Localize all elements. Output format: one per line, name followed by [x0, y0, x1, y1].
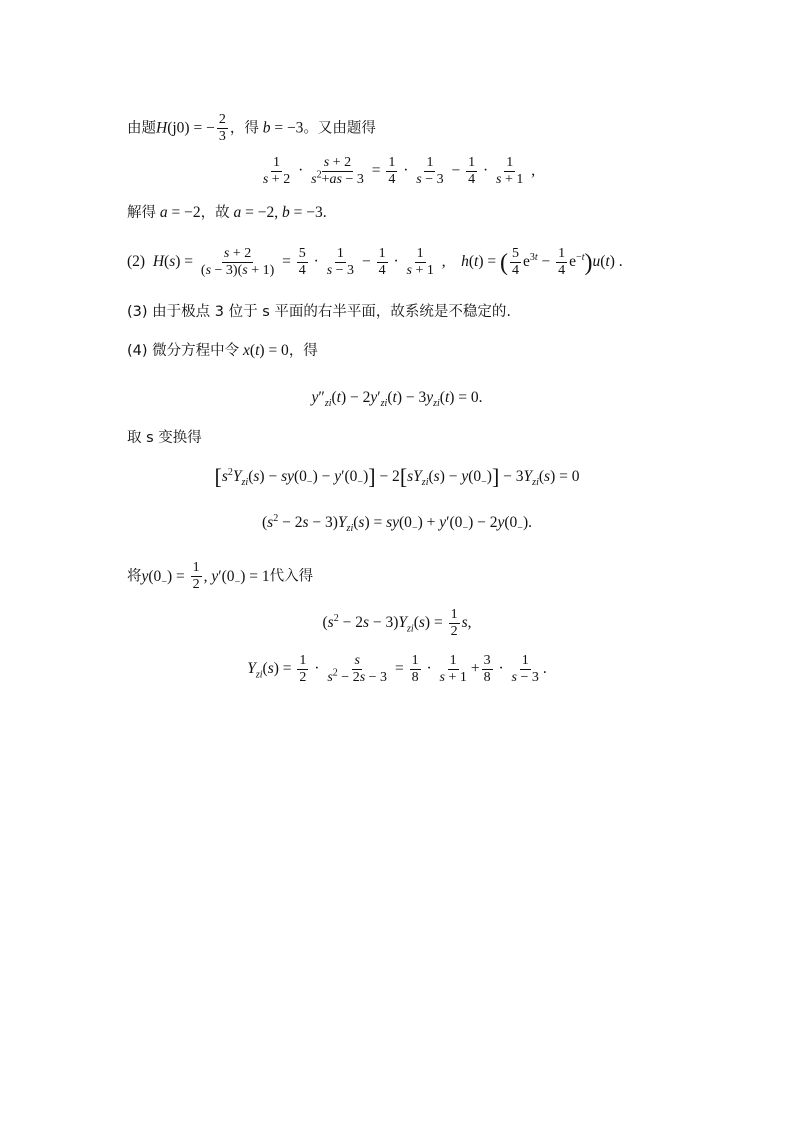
line-solve-ab: 解得 a = −2，故 a = −2, b = −3.: [127, 204, 327, 221]
item-3-stability: (3) 由于极点 3 位于 s 平面的右半平面，故系统是不稳定的.: [127, 304, 511, 320]
line-substitute-initial: 将$y(0_-)$ = $\frac{1}{2}$ , $y'(0_-) = 1$代入得: [127, 560, 314, 593]
line-take-s-transform: 取 s 变换得: [127, 430, 202, 446]
equation-partial-fraction: $\frac{1}{s + 2}$ · $\frac{s + 2}{s^2+as - 3}$ = $\frac{1}{4}$ · $\frac{1}{s - 3}$ − $\frac{1}{4}$ · $\frac{1}{s + 1}$ ,: [262, 155, 536, 188]
line-given-H: 由题H(j0) = − $\frac{2}{3}$ ，得 b = −3。又由题得: [127, 112, 376, 145]
equation-Yzi-2: $Y_{zi}(s)$ = $\frac{1}{2}$ · $\frac{s}{s^2 - 2s - 3}$ = $\frac{1}{8}$ · $\frac{1}{s + 1}$ + $\frac{3}{8}$ · $\frac{1}{s - 3}$ .: [247, 653, 547, 686]
equation-s-transform-2: $(s^2 - 2s - 3)Y_{zi}(s) = sy(0_-) + y'(0_-) - 2y(0_-)$.: [262, 512, 532, 535]
item-2-transfer-function: (2) H(s) = $\frac{s + 2}{(s - 3)(s + 1)}$ = $\frac{5}{4}$ · $\frac{1}{s - 3}$ − $\frac{1}{4}$ · $\frac{1}{s + 1}$ , h(t) = ( $\frac{5}{4}$ $e^{3t}$ − $\frac{1}{4}$ $e^{-t})u(t)$ .: [127, 246, 623, 279]
equation-s-transform-1: $[s^2Y_{zi}(s) - sy(0_-) - y'(0_-)] - 2[sY_{zi}(s) - y(0_-)] - 3Y_{zi}(s) = 0$: [214, 464, 580, 489]
equation-Yzi-1: $(s^2 - 2s - 3)Y_{zi}(s)$ = $\frac{1}{2}$ s,: [322, 607, 472, 640]
item-4-zero-input: (4) 微分方程中令 x(t) = 0，得: [127, 342, 318, 359]
equation-differential: $y''_{zi}(t) - 2y'_{zi}(t) - 3y_{zi}(t) = 0$.: [311, 389, 483, 410]
